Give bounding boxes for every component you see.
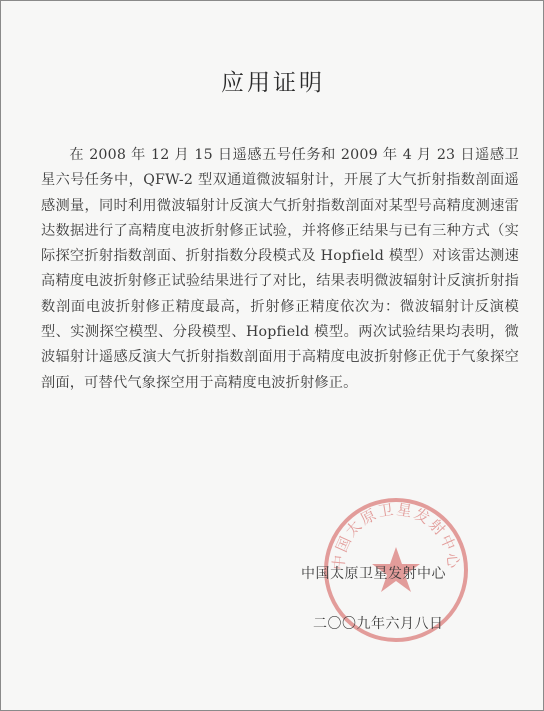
issue-date: 二〇〇九年六月八日 [313,616,444,632]
issuing-organization: 中国太原卫星发射中心 [301,566,446,582]
seal-ring-text: 中国太原卫星发射中心 [329,500,463,571]
certificate-body-text: 在 2008 年 12 月 15 日遥感五号任务和 2009 年 4 月 23 日遥感卫星六号任务中，QFW-2 型双通道微波辐射计，开展了大气折射指数剖面遥感测量，同时利用微波辐射计反演大气折射指数剖面对某型号高精度测速雷达数据进行了高精度电波折射修正试验，并将修正结果与已有三种方式（实际探空折射指数剖面、折射指数分段模式及 Hopfield 模型）对该雷达测速高精度电波折射修正试验结果进行了对比，结果表明微波辐射计反演折射指数剖面电波折射修正精度最高，折射修正精度依次为：微波辐射计反演模型、实测探空模型、分段模型、Hopfield 模型。两次试验结果均表明，微波辐射计遥感反演大气折射指数剖面用于高精度电波折射修正优于气象探空剖面，可替代气象探空用于高精度电波折射修正。 [41,147,519,391]
document-title: 应用证明 [221,70,325,96]
